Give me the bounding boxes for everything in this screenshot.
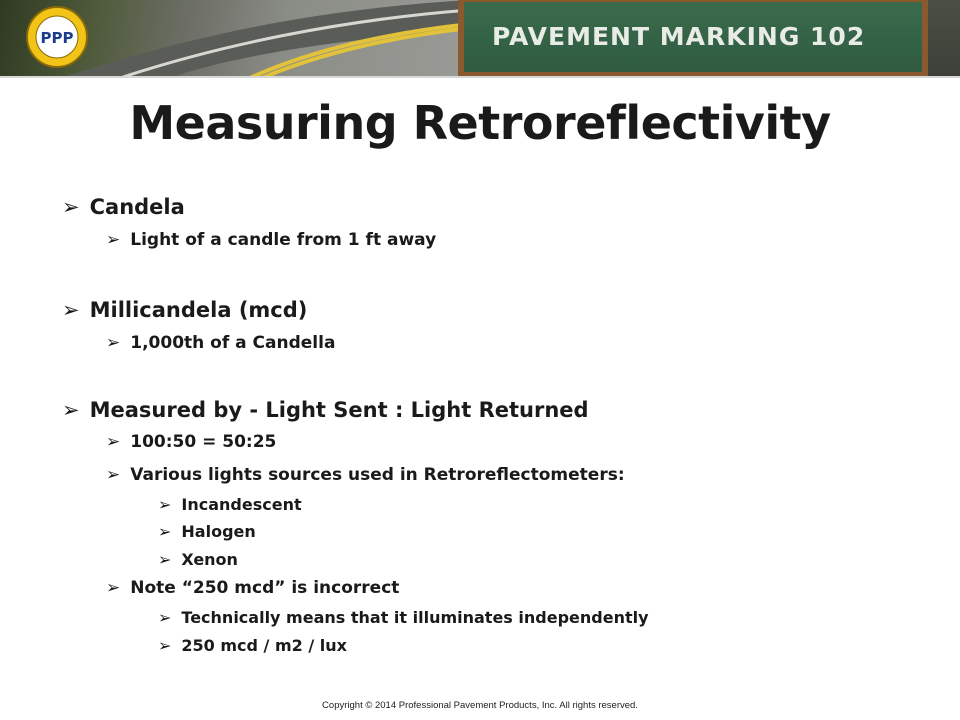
chalkboard-sign [458, 0, 928, 78]
bullet-text: Millicandela (mcd) [89, 298, 308, 322]
header-banner [0, 0, 960, 78]
bullet-level-2 [106, 465, 625, 485]
bullet-text: Xenon [181, 550, 238, 569]
bullet-level-3 [158, 495, 302, 514]
bullet-level-1 [62, 195, 185, 219]
arrow-bullet-icon: ➢ [62, 298, 80, 322]
bullet-level-1 [62, 298, 307, 322]
bullet-text: Incandescent [181, 495, 302, 514]
company-logo [26, 6, 88, 68]
bullet-level-1 [62, 398, 589, 422]
arrow-bullet-icon: ➢ [62, 398, 80, 422]
arrow-bullet-icon: ➢ [158, 495, 172, 514]
arrow-bullet-icon: ➢ [106, 465, 121, 485]
bullet-level-2 [106, 333, 335, 353]
bullet-level-2 [106, 432, 276, 452]
bullet-text: Halogen [181, 522, 256, 541]
bullet-text: Measured by - Light Sent : Light Returned [89, 398, 589, 422]
arrow-bullet-icon: ➢ [106, 578, 121, 598]
copyright-notice: Copyright © 2014 Professional Pavement Products, Inc. All rights reserved. [322, 700, 638, 711]
arrow-bullet-icon: ➢ [158, 550, 172, 569]
bullet-text: Various lights sources used in Retroreflectometers: [130, 465, 625, 485]
bullet-level-2 [106, 578, 399, 598]
bullet-level-3 [158, 550, 238, 569]
bullet-text: 100:50 = 50:25 [130, 432, 277, 452]
bullet-level-3 [158, 522, 256, 541]
bullet-text: Technically means that it illuminates independently [181, 608, 649, 627]
arrow-bullet-icon: ➢ [106, 432, 121, 452]
banner-divider [0, 76, 960, 78]
arrow-bullet-icon: ➢ [158, 608, 172, 627]
bullet-text: Candela [89, 195, 185, 219]
arrow-bullet-icon: ➢ [62, 195, 80, 219]
arrow-bullet-icon: ➢ [106, 230, 121, 250]
slide-title: Measuring Retroreflectivity [129, 96, 831, 150]
bullet-text: 250 mcd / m2 / lux [181, 636, 347, 655]
bullet-text: Note “250 mcd” is incorrect [130, 578, 400, 598]
svg-text:PPP: PPP [40, 29, 74, 47]
bullet-level-3 [158, 608, 649, 627]
arrow-bullet-icon: ➢ [106, 333, 121, 353]
bullet-text: 1,000th of a Candella [130, 333, 336, 353]
bullet-text: Light of a candle from 1 ft away [130, 230, 437, 250]
course-title: PAVEMENT MARKING 102 [492, 22, 866, 51]
bullet-level-3 [158, 636, 347, 655]
arrow-bullet-icon: ➢ [158, 636, 172, 655]
bullet-level-2 [106, 230, 436, 250]
arrow-bullet-icon: ➢ [158, 522, 172, 541]
